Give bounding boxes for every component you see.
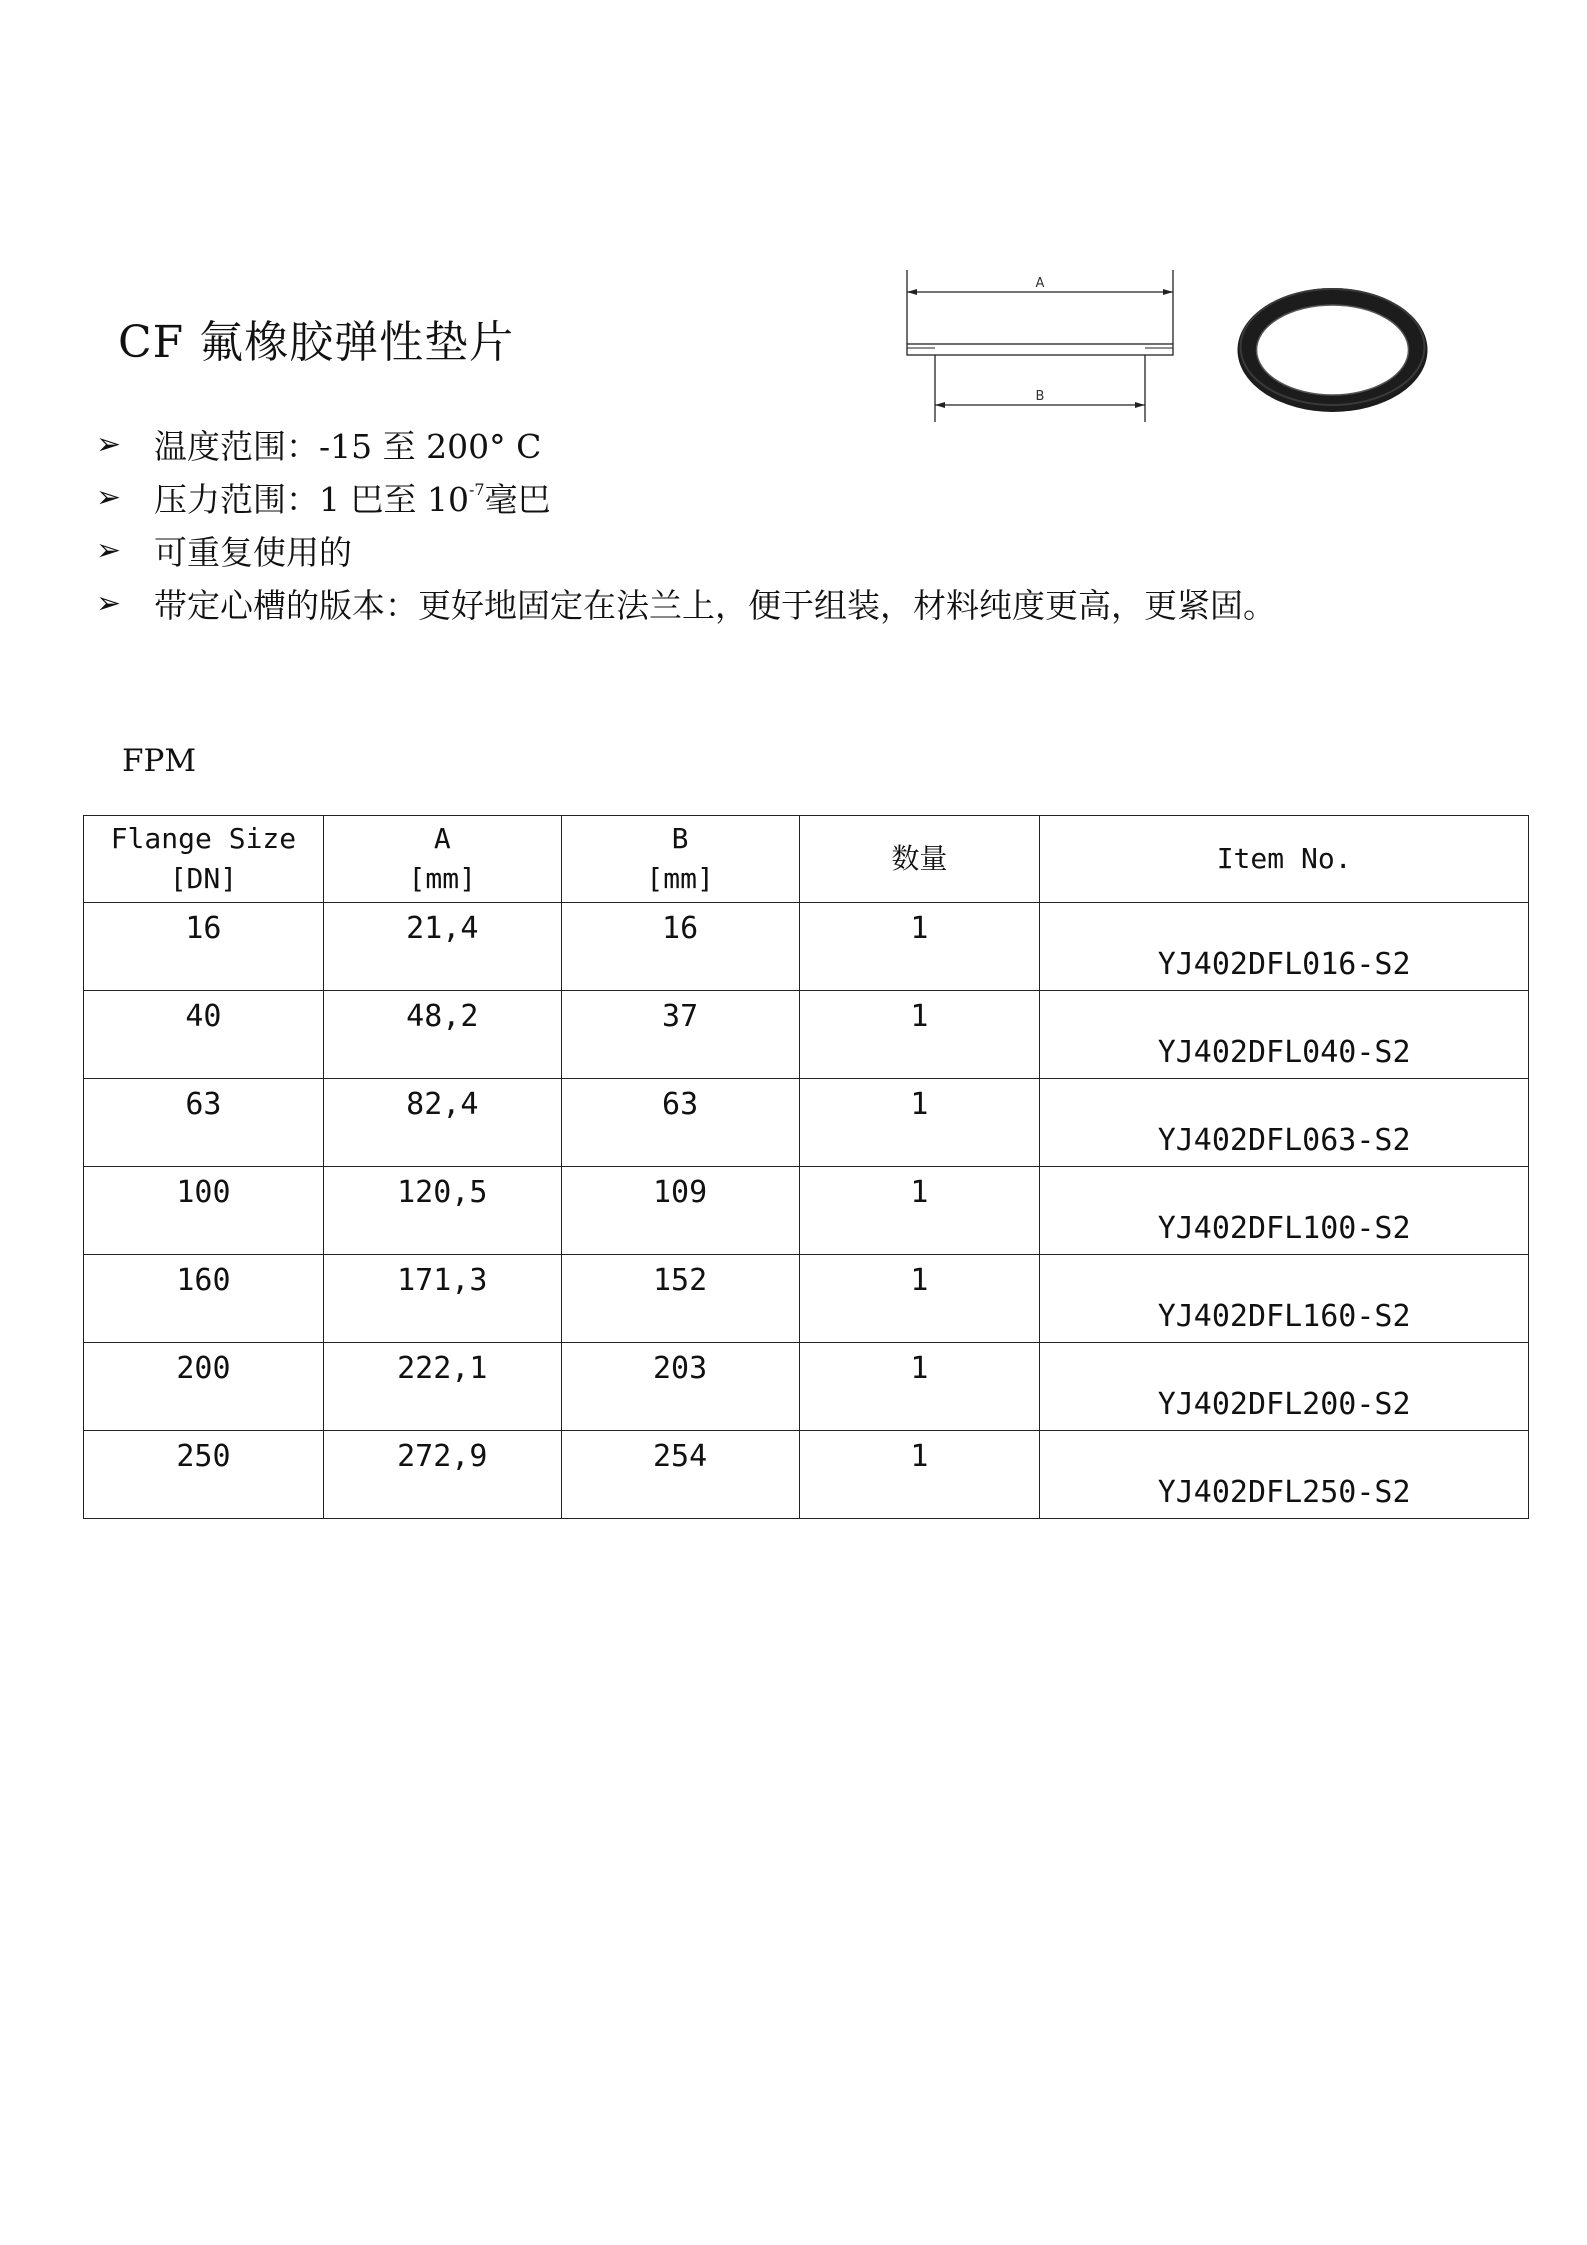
table-row: [84, 991, 1529, 1079]
gasket-ring-image: [1235, 285, 1430, 415]
cell-a: 171,3: [323, 1255, 561, 1343]
arrowhead-bullet-icon: ➢: [96, 586, 122, 621]
feature-text: 温度范围：-15 至 200° C: [154, 427, 542, 466]
table-row: [84, 1343, 1529, 1431]
feature-reusable: [96, 524, 1276, 577]
cell-item-no: YJ402DFL040-S2: [1040, 991, 1529, 1079]
pressure-unit: 毫巴: [484, 480, 551, 519]
header-line: A: [433, 822, 451, 855]
header-line: [mm]: [646, 862, 714, 895]
header-line: [mm]: [408, 862, 476, 895]
spec-table: [83, 815, 1529, 1519]
header-quantity: 数量: [799, 816, 1040, 903]
table-body: [84, 903, 1529, 1519]
feature-text: 可重复使用的: [154, 533, 352, 572]
cell-a: 222,1: [323, 1343, 561, 1431]
feature-text: [154, 474, 551, 521]
cell-dn: 200: [84, 1343, 324, 1431]
cell-dn: 160: [84, 1255, 324, 1343]
dimension-a-label: A: [1035, 276, 1045, 291]
arrowhead-bullet-icon: ➢: [96, 533, 122, 568]
table-row: [84, 903, 1529, 991]
cell-b: 37: [561, 991, 799, 1079]
cell-qty: 1: [799, 991, 1040, 1079]
arrowhead-bullet-icon: ➢: [96, 480, 122, 515]
cell-item-no: YJ402DFL250-S2: [1040, 1431, 1529, 1519]
cell-dn: 250: [84, 1431, 324, 1519]
cell-qty: 1: [799, 1343, 1040, 1431]
header-item-no: Item No.: [1040, 816, 1529, 903]
cell-b: 63: [561, 1079, 799, 1167]
feature-list: [96, 418, 1276, 630]
table-row: [84, 1079, 1529, 1167]
arrowhead-bullet-icon: ➢: [96, 427, 122, 462]
cell-a: 120,5: [323, 1167, 561, 1255]
header-a: [323, 816, 561, 903]
table-header-row: [84, 816, 1529, 903]
cell-a: 272,9: [323, 1431, 561, 1519]
cell-dn: 40: [84, 991, 324, 1079]
header-line: Flange Size: [110, 822, 297, 855]
cell-qty: 1: [799, 903, 1040, 991]
feature-pressure: [96, 471, 1276, 524]
cell-b: 109: [561, 1167, 799, 1255]
feature-text: 带定心槽的版本：更好地固定在法兰上，便于组装，材料纯度更高，更紧固。: [154, 586, 1276, 625]
feature-centering-groove: [96, 577, 1276, 630]
table-row: [84, 1255, 1529, 1343]
cell-b: 254: [561, 1431, 799, 1519]
cell-b: 203: [561, 1343, 799, 1431]
cell-qty: 1: [799, 1431, 1040, 1519]
gasket-dimension-drawing: [905, 262, 1175, 422]
section-label: FPM: [122, 743, 197, 779]
table-row: [84, 1167, 1529, 1255]
cell-a: 48,2: [323, 991, 561, 1079]
header-line: [DN]: [169, 862, 238, 895]
header-line: B: [671, 822, 689, 855]
cell-item-no: YJ402DFL016-S2: [1040, 903, 1529, 991]
cell-item-no: YJ402DFL063-S2: [1040, 1079, 1529, 1167]
cell-dn: 100: [84, 1167, 324, 1255]
pressure-exponent: -7: [468, 480, 485, 499]
pressure-text: 压力范围：1 巴至 10: [154, 480, 469, 519]
cell-dn: 63: [84, 1079, 324, 1167]
cell-item-no: YJ402DFL100-S2: [1040, 1167, 1529, 1255]
page-title: CF 氟橡胶弹性垫片: [118, 317, 515, 368]
header-flange-size: [84, 816, 324, 903]
cell-a: 82,4: [323, 1079, 561, 1167]
cell-qty: 1: [799, 1079, 1040, 1167]
cell-a: 21,4: [323, 903, 561, 991]
feature-temperature: [96, 418, 1276, 471]
cell-b: 152: [561, 1255, 799, 1343]
dimension-b-label: B: [1035, 389, 1045, 404]
cell-item-no: YJ402DFL160-S2: [1040, 1255, 1529, 1343]
cell-item-no: YJ402DFL200-S2: [1040, 1343, 1529, 1431]
cell-dn: 16: [84, 903, 324, 991]
cell-b: 16: [561, 903, 799, 991]
cell-qty: 1: [799, 1255, 1040, 1343]
cell-qty: 1: [799, 1167, 1040, 1255]
table-row: [84, 1431, 1529, 1519]
header-b: [561, 816, 799, 903]
